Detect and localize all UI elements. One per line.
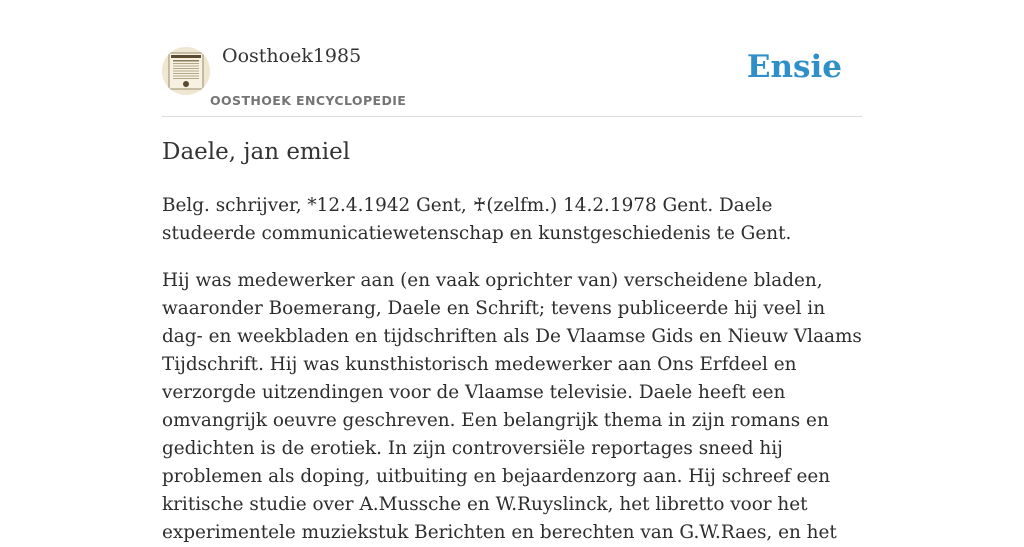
user-name[interactable]: Oosthoek1985: [222, 45, 362, 67]
article-paragraph: Hij was medewerker aan (en vaak oprichter van) verscheidene bladen, waaronder Boemerang, Daele en Schrift; tevens publiceerde hij veel in dag- en weekbladen en tijdschriften als De Vlaamse Gids en Nieuw Vlaams Tijdschrift. Hij was kunsthistorisch medewerker aan Ons Erfdeel en verzorgde uitzendingen voor de Vlaamse televisie. Daele heeft een omvangrijk oeuvre geschreven. Een belangrijk thema in zijn romans en gedichten is de erotiek. In zijn controversiële reportages sneed hij problemen als doping, uitbuiting en bejaardenzorg aan. Hij schreef een kritische studie over A.Mussche en W.Ruyslinck, het libretto voor het experimentele muziekstuk Berichten en berechten van G.W.Raes, en het: [162, 270, 862, 543]
article-paragraph: Belg. schrijver, *12.4.1942 Gent, ♰(zelfm.) 14.2.1978 Gent. Daele studeerde communicatiewetenschap en kunstgeschiedenis te Gent.: [162, 195, 792, 244]
encyclopedia-cover-icon: [162, 47, 210, 95]
avatar[interactable]: [162, 47, 210, 95]
source-label[interactable]: OOSTHOEK ENCYCLOPEDIE: [210, 93, 407, 108]
page-container: [162, 0, 862, 543]
ensie-logo-link[interactable]: Ensie: [746, 49, 842, 85]
article-header: [162, 0, 862, 117]
page-title: Daele, jan emiel: [162, 139, 351, 165]
